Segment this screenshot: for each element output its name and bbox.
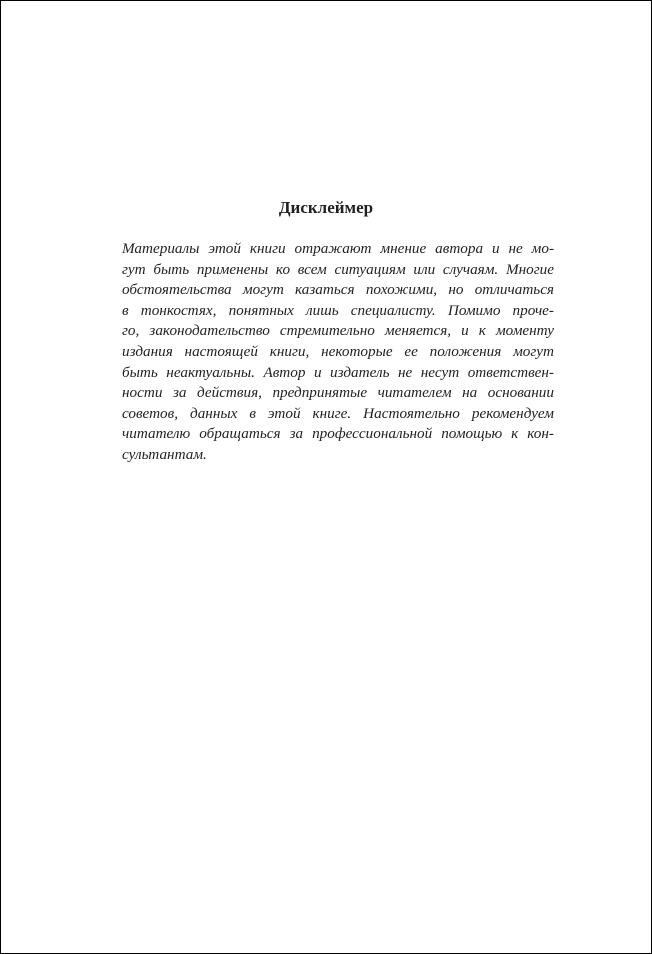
paragraph-line: быть неактуальны. Автор и издатель не несут ответствен- bbox=[122, 363, 554, 381]
paragraph-line: читателю обращаться за профессиональной помощью к кон- bbox=[122, 425, 554, 443]
paragraph-line: го, законодательство стремительно меняется, и к моменту bbox=[122, 322, 554, 340]
page-title: Дисклеймер bbox=[278, 198, 374, 217]
paragraph-line: издания настоящей книги, некоторые ее положения могут bbox=[122, 342, 554, 360]
paragraph-line: сультантам. bbox=[122, 445, 207, 463]
paragraph-line: советов, данных в этой книге. Настоятельно рекомендуем bbox=[122, 404, 554, 422]
paragraph-line: Материалы этой книги отражают мнение автора и не мо- bbox=[122, 240, 554, 257]
paragraph-line: в тонкостях, понятных лишь специалисту. Помимо проче- bbox=[122, 301, 554, 319]
paragraph-line: обстоятельства могут казаться похожими, но отличаться bbox=[122, 281, 554, 299]
paragraph-line: ности за действия, предпринятые читателем на основании bbox=[122, 384, 554, 402]
paragraph-line: гут быть применены ко всем ситуациям или случаям. Многие bbox=[122, 260, 554, 278]
disclaimer-paragraph bbox=[122, 239, 554, 466]
